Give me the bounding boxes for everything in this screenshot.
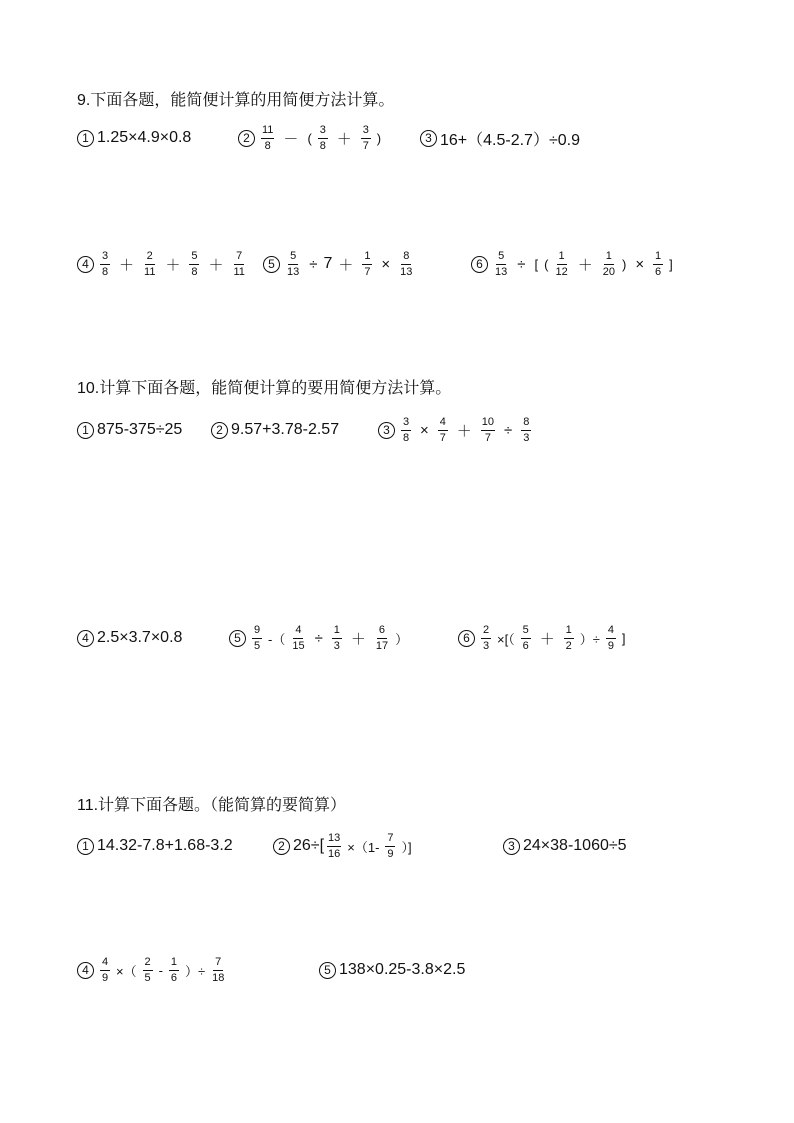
- operator: ×: [381, 255, 391, 273]
- operator: ×（: [116, 963, 137, 979]
- paren: ): [621, 256, 627, 272]
- operator: -: [158, 962, 163, 978]
- expression: 2.5×3.7×0.8: [97, 629, 183, 646]
- problem-11-3: [503, 826, 627, 866]
- problem-10-1: [77, 410, 182, 450]
- fraction: $\frac{4}{7}$: [439, 415, 446, 444]
- operator: ）÷: [579, 631, 600, 647]
- fraction: $\frac{7}{11}$: [233, 249, 245, 278]
- operator: ÷: [314, 629, 323, 647]
- fraction: $\frac{1}{12}$: [555, 249, 568, 278]
- paren: ): [376, 130, 382, 146]
- circled-number: 2: [211, 422, 228, 439]
- operator: ＋: [350, 630, 366, 648]
- fraction: $\frac{8}{3}$: [523, 415, 530, 444]
- bracket: ]: [669, 256, 673, 272]
- fraction: $\frac{11}{8}$: [262, 123, 274, 152]
- fraction: $\frac{2}{5}$: [144, 955, 151, 984]
- problem-9-5: [263, 244, 416, 284]
- operator: ÷: [309, 255, 318, 273]
- fraction: $\frac{7}{9}$: [387, 831, 394, 860]
- fraction: $\frac{5}{6}$: [522, 623, 529, 652]
- circled-number: 6: [471, 256, 488, 273]
- operator: ＋: [539, 630, 555, 648]
- fraction: $\frac{1}{7}$: [364, 249, 371, 278]
- paren: (: [307, 130, 312, 146]
- problem-9-1: [77, 118, 191, 158]
- expression: 16+（4.5-2.7）÷0.9: [440, 131, 580, 149]
- expression: 24×38-1060÷5: [523, 837, 627, 854]
- problem-11-2: [273, 826, 415, 866]
- problem-11-5: [319, 950, 465, 990]
- expression: 9.57+3.78-2.57: [231, 421, 340, 438]
- problem-11-4: [77, 950, 228, 990]
- circled-number: 3: [503, 838, 520, 855]
- operator: ＋: [338, 256, 354, 274]
- fraction: $\frac{8}{13}$: [400, 249, 413, 278]
- fraction: $\frac{4}{15}$: [292, 623, 305, 652]
- operator: ＋: [119, 256, 135, 274]
- circled-number: 5: [263, 256, 280, 273]
- problem-10-3: [378, 410, 534, 450]
- paren: (: [544, 256, 549, 272]
- operator: ＋: [456, 422, 472, 440]
- expression: 138×0.25-3.8×2.5: [339, 961, 466, 978]
- problem-9-6: [471, 244, 676, 284]
- fraction: $\frac{1}{20}$: [602, 249, 615, 278]
- fraction: $\frac{3}{8}$: [319, 123, 326, 152]
- operator: ×[（: [497, 631, 515, 647]
- section-9-title: 9.下面各题，能简便计算的用简便方法计算。: [77, 91, 395, 109]
- problem-9-2: [238, 118, 384, 158]
- operator: ×: [635, 255, 645, 273]
- fraction: $\frac{5}{8}$: [191, 249, 198, 278]
- fraction: $\frac{7}{18}$: [212, 955, 225, 984]
- operator: ＋: [336, 130, 352, 148]
- bracket: ）]: [401, 839, 412, 855]
- operator: ×（1-: [347, 839, 380, 855]
- circled-number: 3: [420, 130, 437, 147]
- circled-number: 1: [77, 838, 94, 855]
- fraction: $\frac{1}{6}$: [655, 249, 662, 278]
- fraction: $\frac{5}{13}$: [495, 249, 508, 278]
- paren: ）: [395, 631, 409, 647]
- circled-number: 3: [378, 422, 395, 439]
- fraction: $\frac{2}{11}$: [144, 249, 156, 278]
- circled-number: 4: [77, 630, 94, 647]
- fraction: $\frac{1}{3}$: [333, 623, 340, 652]
- circled-number: 6: [458, 630, 475, 647]
- expression: 1.25×4.9×0.8: [97, 129, 192, 146]
- operator: ＋: [165, 256, 181, 274]
- operator: -（: [268, 631, 286, 647]
- circled-number: 4: [77, 962, 94, 979]
- problem-10-2: [211, 410, 339, 450]
- operator: ＋: [208, 256, 224, 274]
- fraction: $\frac{3}{8}$: [402, 415, 410, 444]
- fraction: $\frac{10}{7}$: [481, 415, 495, 444]
- problem-10-5: [229, 618, 411, 658]
- operator: －: [283, 130, 299, 148]
- operator: ）÷: [184, 963, 206, 979]
- circled-number: 2: [273, 838, 290, 855]
- fraction: $\frac{1}{2}$: [565, 623, 572, 652]
- section-11-title: 11.计算下面各题。（能简算的要简算）: [77, 796, 347, 814]
- section-10-title: 10.计算下面各题，能简便计算的要用简便方法计算。: [77, 379, 452, 397]
- problem-10-6: [458, 618, 629, 658]
- fraction: $\frac{6}{17}$: [375, 623, 389, 652]
- circled-number: 1: [77, 130, 94, 147]
- number: 7: [323, 255, 333, 272]
- circled-number: 4: [77, 256, 94, 273]
- fraction: $\frac{4}{9}$: [101, 955, 109, 984]
- bracket: ]: [621, 630, 626, 646]
- problem-10-4: [77, 618, 182, 658]
- fraction: $\frac{3}{8}$: [101, 249, 109, 278]
- circled-number: 5: [319, 962, 336, 979]
- fraction: $\frac{5}{13}$: [287, 249, 300, 278]
- operator: ÷: [504, 421, 513, 439]
- fraction: $\frac{2}{3}$: [482, 623, 490, 652]
- fraction: $\frac{9}{5}$: [253, 623, 261, 652]
- problem-9-3: [420, 118, 580, 158]
- operator: ÷: [517, 255, 526, 273]
- fraction: $\frac{1}{6}$: [170, 955, 177, 984]
- problem-9-4: [77, 244, 249, 284]
- expression: 14.32-7.8+1.68-3.2: [97, 837, 233, 854]
- fraction: $\frac{3}{7}$: [362, 123, 369, 152]
- fraction: $\frac{4}{9}$: [607, 623, 614, 652]
- bracket: [: [534, 256, 539, 272]
- fraction: $\frac{13}{16}$: [328, 831, 341, 860]
- circled-number: 2: [238, 130, 255, 147]
- problem-11-1: [77, 826, 233, 866]
- operator: ×: [420, 421, 429, 439]
- circled-number: 1: [77, 422, 94, 439]
- expression: 875-375÷25: [97, 421, 183, 438]
- operator: ＋: [577, 256, 593, 274]
- circled-number: 5: [229, 630, 246, 647]
- expression-part: 26÷[: [293, 837, 325, 854]
